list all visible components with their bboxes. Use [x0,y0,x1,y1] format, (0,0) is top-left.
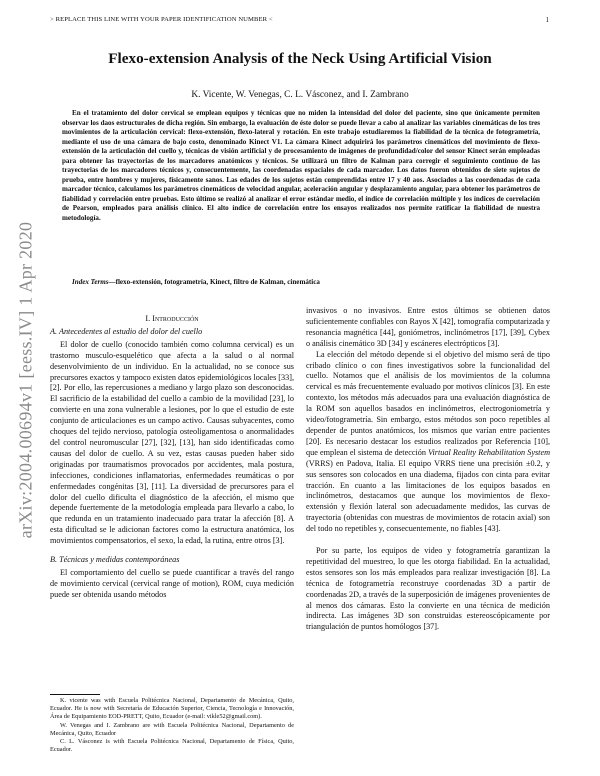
index-terms [62,278,540,288]
index-terms-text: —flexo-extensión, fotogrametría, Kinect, filtro de Kalman, cinemática [108,278,320,286]
arxiv-stamp-text: arXiv:2004.00694v1 [eess.IV] 1 Apr 2020 [15,221,36,539]
vrrs-term: Virtual Reality Rehabilitation System [428,447,550,457]
page-number: 1 [545,16,549,24]
header-note: > REPLACE THIS LINE WITH YOUR PAPER IDENTIFICATION NUMBER < [50,16,273,23]
section-heading-introduction: I. Introducción [145,314,199,323]
left-column [50,314,294,601]
abstract: En el tratamiento del dolor cervical se emplean equipos y técnicas que no miden la intensidad del dolor del paciente, sino que únicamente permiten observar los daos estructurales de dicha región. Sin embargo, la evaluación de éste dolor se puede llevar a cabo al analizar las variables cinemáticas de los tres movimientos de la articulación cervical: flexo-extensión, flexo-lateral y rotación. En este trabajo estudiaremos la fiabilidad de la técnica de fotogrametría, mediante el uso de una cámara de bajo costo, denominado Kinect V1. La cámara Kinect adquirirá los parámetros cinemáticos del movimiento de flexo-extensión de la articulación del cuello y, técnicas de visión artificial y de procesamiento de imágenes de profundidad/color del sensor Kinect serán empleadas para obtener las trayectorias de los marcadores anatómicos y técnicos. Se utilizará un filtro de Kalman para corregir el seguimiento continuo de las trayectorias de los marcadores técnicos y, consecuentemente, las coordenadas espaciales de cada marcador. Los datos fueron obtenidos de siete sujetos de prueba, entre hombres y mujeres, físicamente sanos. Las edades de los sujetos están comprendidas entre 17 y 40 aos. Asociados a las coordenadas de cada marcador técnico, calculamos los parámetros cinemáticos de velocidad angular, aceleración angular y desplazamiento angular, para obtener los parámetros de fiabilidad y correlación entre pruebas. Esto último se realizó al analizar el error estándar medio, el índice de correlación múltiple y los índices de correlación de Pearson, empleados para análisis clínico. El alto índice de correlación entre los ensayos realizados nos permite ratificar la fiabilidad de nuestra metodología. [62,109,540,222]
right-paragraph-1: invasivos o no invasivos. Entre estos últimos se obtienen datos suficientemente confiables con Rayos X [42], tomografía computarizada y resonancia magnética [44], goniómetros, inclinómetros [17], [39], Cybex o análisis cinemático 3D [34] y escáneres electrópticos [3]. [306,306,550,348]
subsection-heading-a: A. Antecedentes al estudio del dolor del cuello [50,326,203,336]
right-paragraph-3: Por su parte, los equipos de video y fotogrametría garantizan la repetitividad del muestreo, lo que les otorga fiabilidad. En la actualidad, estos sensores son los más empleados para realizar investigación [8]. La técnica de fotogrametría reconstruye coordenadas 3D a partir de coordenadas 2D, a través de la superposición de imágenes provenientes de al menos dos cámaras. Esto la convierte en una técnica de medición indirecta. Las imágenes 3D son construidas estereoscópicamente por triangulación de puntos homólogos [37]. [306,546,550,632]
arxiv-stamp [6,170,46,590]
intro-paragraph-2: El comportamiento del cuello se puede cuantificar a través del rango de movimiento cervical (cervical range of motion), ROM, cuya medición puede ser obtenida usando métodos [50,567,294,599]
right-paragraph-2-end: (VRRS) en Padova, Italia. El equipo VRRS tiene una precisión ±0.2, y sus sensores son colocados en una diadema, fijados con cinta para evitar tracción. En cuanto a las limitaciones de los equipos basados en inclinómetros, destacamos que aunque los movimientos de flexo-extensión y flexión lateral son adecuadamente medidos, las curvas de trayectoria (obtenidas con muestras de movimientos de rotacin axial) son del todo no repetibles y, consecuentemente, no fiables [43]. [306,458,550,534]
paper-title: Flexo-extension Analysis of the Neck Using Artificial Vision [108,50,492,67]
footnote-rule [50,694,100,695]
footnote-vasconez: C. L. Vásconez is with Escuela Politécnica Nacional, Departamento de Física, Quito, Ecuador. [50,738,294,754]
index-terms-label: Index Terms [72,278,109,286]
intro-paragraph-1: El dolor de cuello (conocido también como columna cervical) es un trastorno musculo-esquelético que afecta a la salud o al normal desenvolvimiento de un individuo. En la actualidad, no se conoce sus precursores exactos y tampoco existen datos epidemiológicos locales [33], [2]. Por ello, las repercusiones a mediano y largo plazo son desconocidas. El sacrificio de la estabilidad del cuello a cambio de la movilidad [23], lo convierte en una zona vulnerable a lesiones, por lo que el estudio de este conjunto de articulaciones es un campo activo. Causas subyacentes, como choques del tejido nervioso, patología osteoligamentosa o anormalidades del control neuromuscular [27], [32], [13], han sido identificadas como causas del dolor de cuello. A su vez, estas causas pueden haber sido originadas por traumatismos provocados por accidentes, mala postura, infecciones, condiciones inflamatorias, enfermedades reumáticas o por enfermedades congénitas [3], [11]. La diversidad de precursores para el dolor del cuello dificulta el diagnóstico de la afección, el mismo que depende fuertemente de la metodología empleada para llevarlo a cabo, lo que redunda en un tratamiento inadecuado para tratar la afección [8]. A esta dificultad se le adicionan factores como la estructura anatómica, los movimientos compensatorios, el sexo, la edad, la rutina, entre otros [3]. [50,339,294,546]
footnote-venegas-zambrano: W. Venegas and I. Zambrano are with Escuela Politécnica Nacional, Departamento de Mecánica, Quito, Ecuador [50,721,294,737]
subsection-heading-b: B. Técnicas y medidas contemporáneas [50,555,180,565]
right-column [306,306,550,633]
author-footnotes [50,697,294,754]
footnote-vicente: K. vicente was with Escuela Politécnica Nacional, Departamento de Mecánica, Quito, Ecuador. He is now with Secretaría de Educación Superior, Ciencia, Tecnología e Innovación, Área de Equipamiento EOD-PRETT, Quito, Ecuador (e-mail: vikle52@gmail.com). [50,697,294,721]
right-paragraph-2 [306,350,550,535]
right-paragraph-2-start: La elección del método depende si el objetivo del mismo será de tipo cribado clínico o con fines investigativos sobre la funcionalidad del cuello. Notamos que el análisis de los movimientos de la columna cervical es más frecuentemente evaluado por motivos clínicos [3]. En este contexto, los métodos más adecuados para una evaluación diagnóstica de la ROM son aquellos basados en inclinómetros, electrogoniometría y video/fotogrametría. Sin embargo, estos métodos son poco repetibles al depender de puntos anatómicos, los mismos que varían entre pacientes [20]. Es necesario destacar los estudios realizados por Referencia [10], que emplean el sistema de detección [306,349,550,457]
authors: K. Vicente, W. Venegas, C. L. Vásconez, and I. Zambrano [191,90,409,100]
